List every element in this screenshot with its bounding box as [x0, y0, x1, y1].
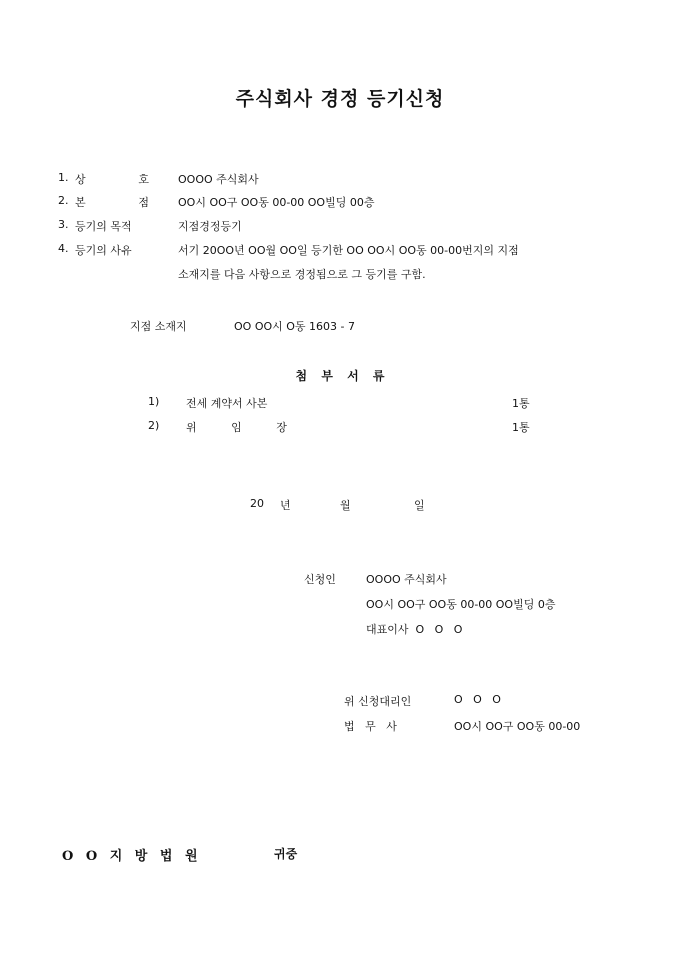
field-label-char: 본: [75, 196, 86, 209]
field-label-head-office: [75, 194, 149, 210]
field-value-trade-name: OOOO 주식회사: [178, 173, 259, 186]
attachment-name: 위 임 장: [186, 421, 287, 434]
field-value-reason: 서기 20OO년 OO월 OO일 등기한 OO OO시 OO동 00-00번지의 지점: [178, 244, 519, 257]
date-year: 20: [250, 497, 264, 510]
field-value-head-office: OO시 OO구 OO동 00-00 OO빌딩 00층: [178, 196, 375, 209]
attachment-number: 1): [148, 395, 160, 408]
attachment-count: 1통: [512, 397, 530, 410]
agent-label: 위 신청대리인: [344, 695, 412, 708]
law-office-label: 법 무 사: [344, 720, 397, 733]
field-label-char: 점: [138, 196, 149, 209]
attachment-count: 1통: [512, 421, 530, 434]
agent-name: O O O: [454, 693, 501, 706]
law-office-address: OO시 OO구 OO동 00-00: [454, 720, 581, 733]
field-number: 4.: [58, 242, 69, 255]
branch-location-label: 지점 소재지: [130, 320, 187, 333]
date-month-unit: 월: [340, 499, 351, 512]
court-name: O O 지 방 법 원: [62, 849, 202, 864]
field-label-char: 상: [75, 173, 86, 186]
branch-location-value: OO OO시 O동 1603 - 7: [234, 320, 355, 333]
applicant-name: OOOO 주식회사: [366, 573, 447, 586]
field-value-reason-continued: 소재지를 다음 사항으로 경정됨으로 그 등기를 구함.: [178, 268, 426, 281]
applicant-address: OO시 OO구 OO동 00-00 OO빌딩 0층: [366, 598, 556, 611]
field-value-purpose: 지점경정등기: [178, 220, 242, 233]
applicant-label: 신청인: [304, 573, 336, 586]
court-addressee: 귀중: [274, 847, 298, 861]
applicant-representative: 대표이사 O O O: [366, 623, 463, 636]
field-number: 1.: [58, 171, 69, 184]
field-label-trade-name: [75, 171, 149, 187]
document-title: 주식회사 경정 등기신청: [235, 88, 445, 110]
field-label-purpose: 등기의 목적: [75, 220, 132, 233]
field-label-reason: 등기의 사유: [75, 244, 132, 257]
date-day-unit: 일: [414, 499, 425, 512]
attachment-number: 2): [148, 419, 160, 432]
attachment-name: 전세 계약서 사본: [186, 397, 268, 410]
date-year-unit: 년: [280, 499, 291, 512]
attachments-title: 첨 부 서 류: [295, 369, 385, 383]
field-label-char: 호: [138, 173, 149, 186]
field-number: 3.: [58, 218, 69, 231]
field-number: 2.: [58, 194, 69, 207]
